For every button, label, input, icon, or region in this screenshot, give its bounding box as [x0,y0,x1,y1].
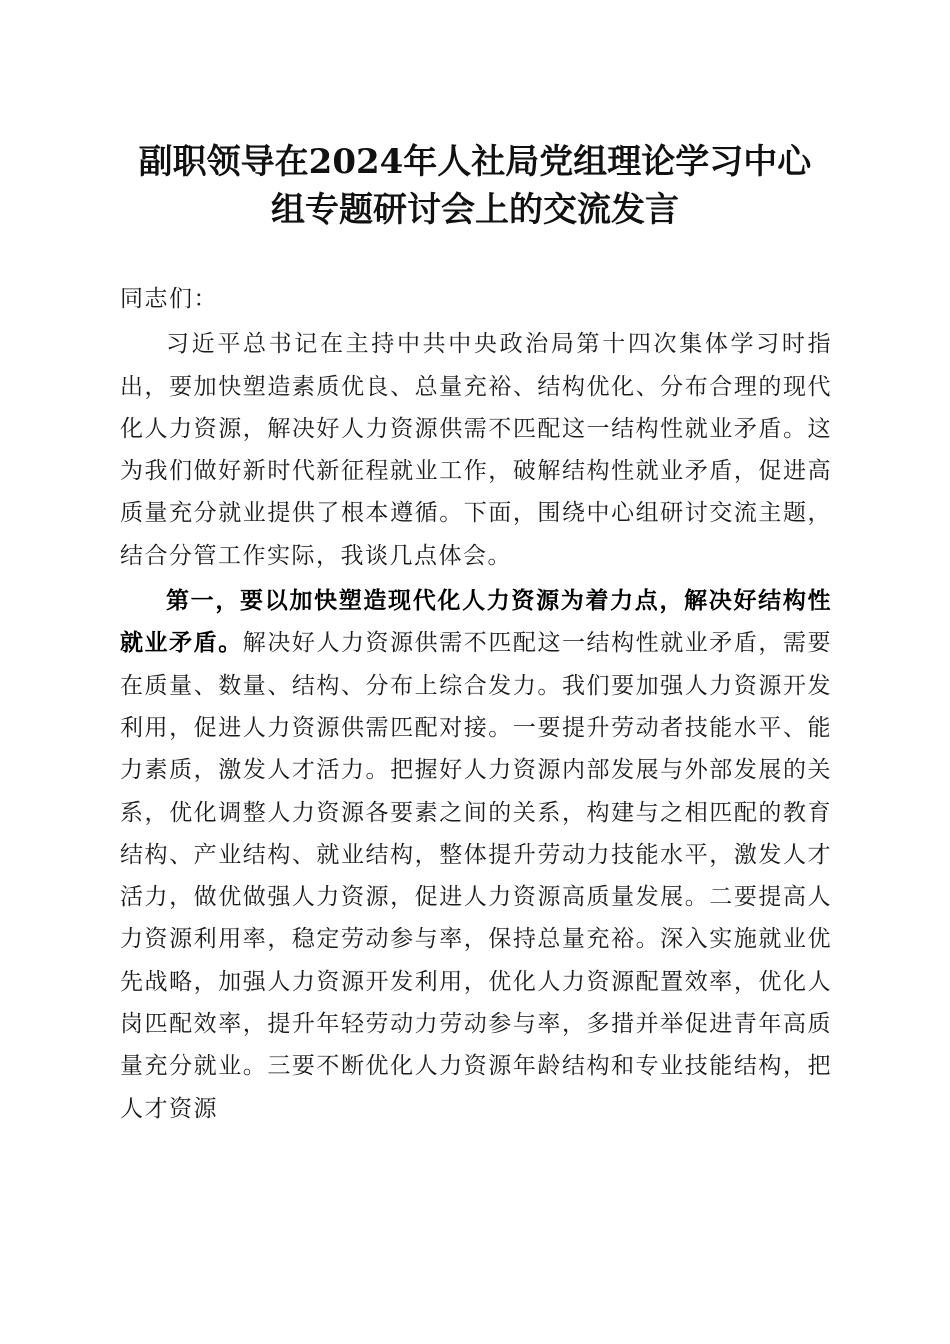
paragraph-2 [120,580,832,1130]
document-body [120,278,832,1130]
paragraph-2-body: 解决好人力资源供需不匹配这一结构性就业矛盾，需要在质量、数量、结构、分布上综合发力。我们要加强人力资源开发利用，促进人力资源供需匹配对接。一要提升劳动者技能水平、能力素质，激发人才活力。把握好人力资源内部发展与外部发展的关系，优化调整人力资源各要素之间的关系，构建与之相匹配的教育结构、产业结构、就业结构，整体提升劳动力技能水平，激发人才活力，做优做强人力资源，促进人力资源高质量发展。二要提高人力资源利用率，稳定劳动参与率，保持总量充裕。深入实施就业优先战略，加强人力资源开发利用，优化人力资源配置效率，优化人岗匹配效率，提升年轻劳动力劳动参与率，多措并举促进青年高质量充分就业。三要不断优化人力资源年龄结构和专业技能结构，把人才资源 [120,630,833,1122]
title-line-1: 副职领导在2024年人社局党组理论学习中心 [138,142,812,182]
title-line-2: 组专题研讨会上的交流发言 [271,190,679,230]
paragraph-2-heading: 第一，要以加快塑造现代化人力资源为着力点，解决好结构性就业矛盾。 [120,587,832,657]
paragraph-1: 习近平总书记在主持中共中央政治局第十四次集体学习时指出，要加快塑造素质优良、总量充裕、结构优化、分布合理的现代化人力资源，解决好人力资源供需不匹配这一结构性就业矛盾。这为我们做好新时代新征程就业工作，破解结构性就业矛盾，促进高质量充分就业提供了根本遵循。下面，围绕中心组研讨交流主题，结合分管工作实际，我谈几点体会。 [120,331,832,569]
salutation: 同志们： [120,286,218,312]
document-title [0,138,950,234]
